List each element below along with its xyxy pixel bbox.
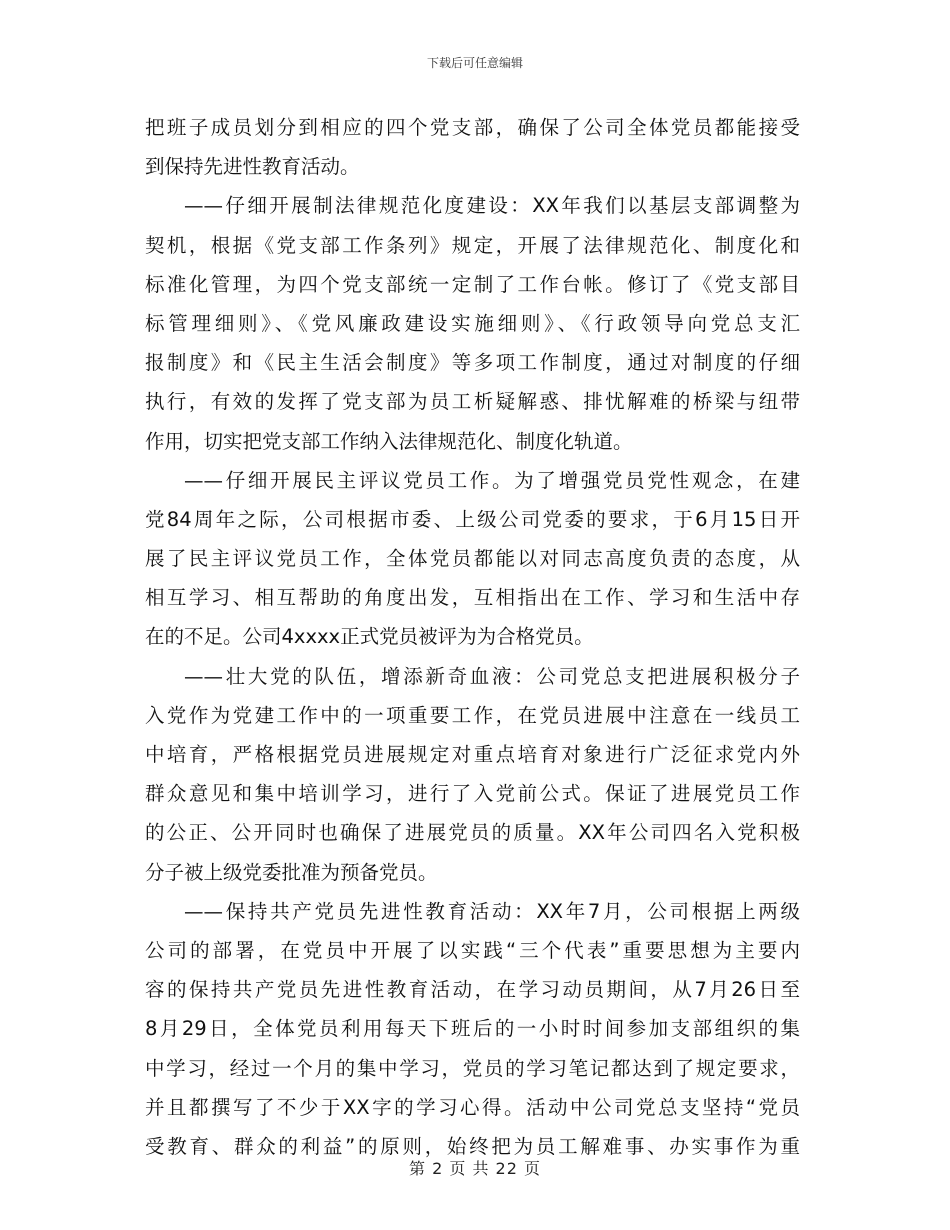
text-line: 8月29日，全体党员利用每天下班后的一小时时间参加支部组织的集 (145, 1017, 800, 1041)
text-line: 展了民主评议党员工作，全体党员都能以对同志高度负责的态度，从 (145, 547, 800, 571)
text-line: 公司的部署，在党员中开展了以实践“三个代表”重要思想为主要内 (145, 938, 800, 962)
text-line: 的公正、公开同时也确保了进展党员的质量。XX年公司四名入党积极 (145, 821, 800, 845)
text-line: ——仔细开展制法律规范化度建设：XX年我们以基层支部调整为 (184, 194, 800, 218)
text-line: 执行，有效的发挥了党支部为员工析疑解惑、排忧解难的桥梁与纽带 (145, 390, 800, 414)
text-line: 到保持先进性教育活动。 (145, 155, 360, 179)
text-line: 中学习，经过一个月的集中学习，党员的学习笔记都达到了规定要求， (145, 1056, 800, 1080)
text-line: 把班子成员划分到相应的四个党支部，确保了公司全体党员都能接受 (145, 116, 800, 139)
text-line: 作用，切实把党支部工作纳入法律规范化、制度化轨道。 (145, 429, 633, 453)
text-line: 党84周年之际，公司根据市委、上级公司党委的要求，于6月15日开 (145, 507, 800, 531)
text-line: ——壮大党的队伍，增添新奇血液：公司党总支把进展积极分子 (184, 664, 800, 688)
text-line: 报制度》和《民主生活会制度》等多项工作制度，通过对制度的仔细 (145, 351, 800, 375)
text-line: 中培育，严格根据党员进展规定对重点培育对象进行广泛征求党内外 (145, 743, 800, 766)
text-line: 标管理细则》、《党风廉政建设实施细则》、《行政领导向党总支汇 (145, 311, 800, 335)
text-line: 入党作为党建工作中的一项重要工作，在党员进展中注意在一线员工 (145, 703, 800, 727)
page-header-note: 下载后可任意编辑 (426, 56, 523, 70)
page-number-footer: 第 2 页 共 22 页 (409, 1159, 541, 1178)
text-line: 在的不足。公司4xxxx正式党员被评为为合格党员。 (145, 625, 594, 649)
text-line: ——保持共产党员先进性教育活动：XX年7月，公司根据上两级 (184, 899, 800, 923)
document-body (145, 108, 800, 1166)
text-line: 并且都撰写了不少于XX字的学习心得。活动中公司党总支坚持“党员 (145, 1095, 800, 1119)
text-line: ——仔细开展民主评议党员工作。为了增强党员党性观念，在建 (184, 468, 800, 492)
text-line: 容的保持共产党员先进性教育活动，在学习动员期间，从7月26日至 (145, 978, 800, 1002)
text-line: 分子被上级党委批准为预备党员。 (145, 860, 438, 884)
text-line: 契机，根据《党支部工作条列》规定，开展了法律规范化、制度化和 (145, 233, 800, 257)
text-line: 相互学习、相互帮助的角度出发，互相指出在工作、学习和生活中存 (145, 586, 800, 610)
text-line: 受教育、群众的利益”的原则，始终把为员工解难事、办实事作为重 (145, 1134, 800, 1158)
text-line: 群众意见和集中培训学习，进行了入党前公式。保证了进展党员工作 (145, 782, 800, 806)
text-line: 标准化管理，为四个党支部统一定制了工作台帐。修订了《党支部目 (145, 272, 800, 296)
